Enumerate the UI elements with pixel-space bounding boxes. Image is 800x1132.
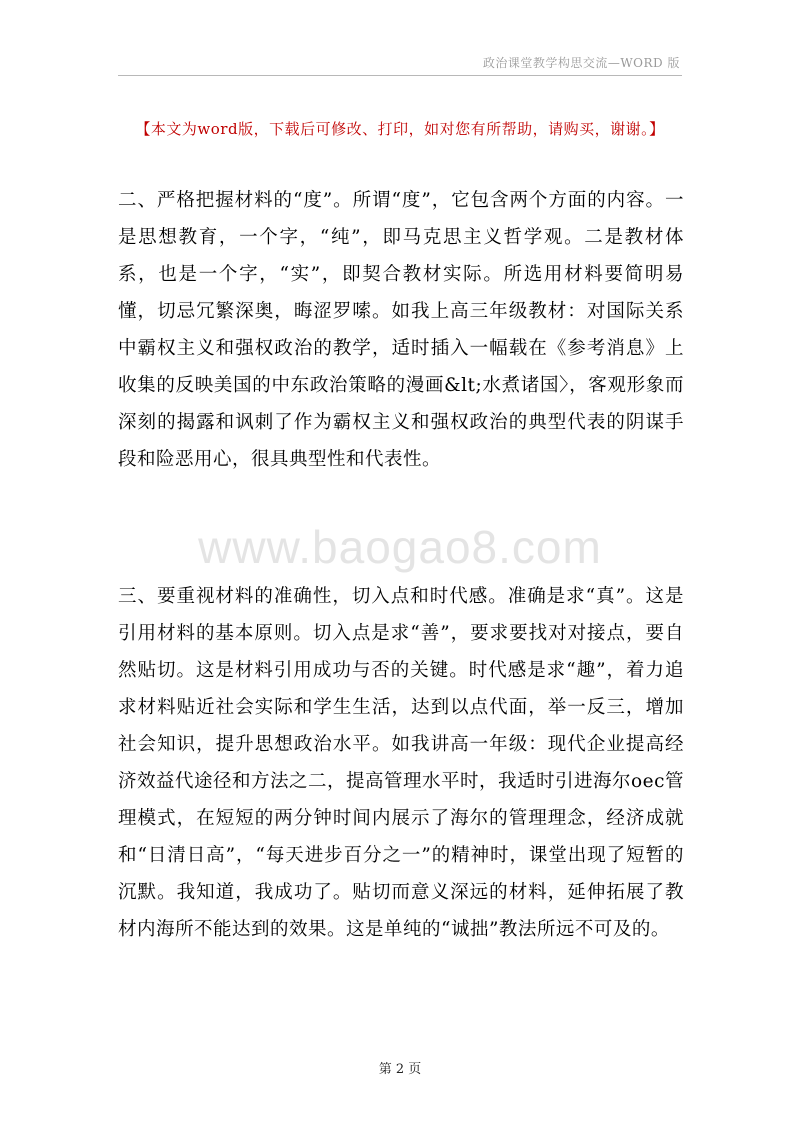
- header-title: 政治课堂教学构思交流—WORD 版: [482, 56, 680, 70]
- watermark: www.baogao8.com: [198, 521, 602, 573]
- header-divider: [118, 75, 682, 76]
- paragraph-3-accuracy: 三、要重视材料的准确性，切入点和时代感。准确是求“真”。这是引用材料的基本原则。切入点是求“善”，要求要找对对接点，要自然贴切。这是材料引用成功与否的关键。时代感是求“趣”，着力追求材料贴近社会实际和学生生活，达到以点代面，举一反三，增加社会知识，提升思想政治水平。如我讲高一年级：现代企业提高经济效益代途径和方法之二，提高管理水平时，我适时引进海尔oec管理模式，在短短的两分钟时间内展示了海尔的管理理念，经济成就和“日清日高”，“每天进步百分之一”的精神时，课堂出现了短暂的沉默。我知道，我成功了。贴切而意义深远的材料，延伸拓展了教材内海所不能达到的效果。这是单纯的“诚拙”教法所远不可及的。: [118, 586, 684, 940]
- purchase-notice: 【本文为word版，下载后可修改、打印，如对您有所帮助，请购买，谢谢。】: [135, 120, 665, 138]
- paragraph-2-degree: 二、严格把握材料的“度”。所谓“度”，它包含两个方面的内容。一是思想教育，一个字，“纯”，即马克思主义哲学观。二是教材体系，也是一个字，“实”，即契合教材实际。所选用材料要简明易懂，切忌冗繁深奥，晦涩罗嗦。如我上高三年级教材：对国际关系中霸权主义和强权政治的教学，适时插入一幅载在《参考消息》上收集的反映美国的中东政治策略的漫画&lt;水煮诸国〉，客观形象而深刻的揭露和讽刺了作为霸权主义和强权政治的典型代表的阴谋手段和险恶用心，很具典型性和代表性。: [118, 190, 684, 470]
- page-number: 第 2 页: [378, 1062, 422, 1077]
